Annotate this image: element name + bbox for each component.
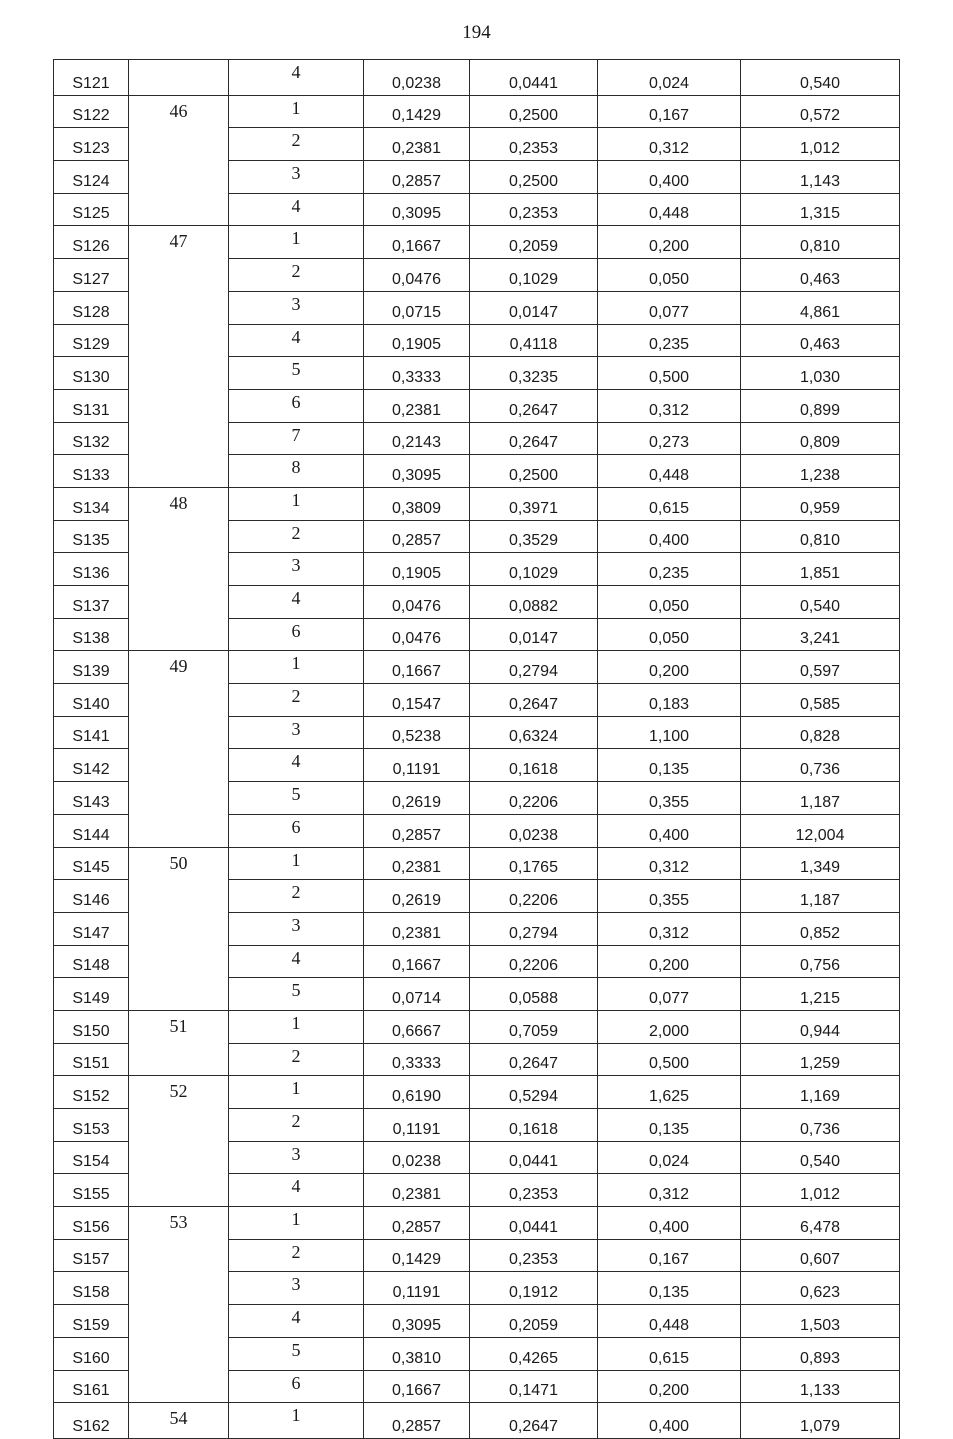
value-cell-3: 0,355	[598, 880, 741, 913]
value-cell-1: 0,0714	[364, 978, 470, 1011]
sample-code-cell: S155	[54, 1174, 129, 1207]
sample-code-cell: S154	[54, 1141, 129, 1174]
value-cell-1: 0,2619	[364, 782, 470, 815]
value-cell-3: 0,167	[598, 1239, 741, 1272]
sub-index-cell: 5	[229, 357, 364, 390]
sample-code-cell: S146	[54, 880, 129, 913]
sample-code-cell: S134	[54, 487, 129, 520]
sample-code-cell: S162	[54, 1403, 129, 1439]
sample-code-cell: S148	[54, 945, 129, 978]
value-cell-2: 0,2647	[470, 389, 598, 422]
table-row	[54, 1010, 900, 1043]
value-cell-2: 0,1029	[470, 553, 598, 586]
value-cell-2: 0,2353	[470, 1239, 598, 1272]
value-cell-2: 0,0441	[470, 1207, 598, 1240]
value-cell-4: 0,736	[741, 1109, 900, 1142]
value-cell-2: 0,4265	[470, 1337, 598, 1370]
group-number-cell: 54	[129, 1403, 229, 1439]
sub-index-cell: 4	[229, 945, 364, 978]
data-table	[53, 59, 900, 1439]
value-cell-4: 1,012	[741, 1174, 900, 1207]
sample-code-cell: S122	[54, 95, 129, 128]
value-cell-2: 0,0147	[470, 291, 598, 324]
value-cell-3: 0,235	[598, 324, 741, 357]
sample-code-cell: S130	[54, 357, 129, 390]
sample-code-cell: S149	[54, 978, 129, 1011]
value-cell-1: 0,1667	[364, 226, 470, 259]
sub-index-cell: 4	[229, 749, 364, 782]
value-cell-1: 0,1667	[364, 1370, 470, 1403]
value-cell-4: 0,810	[741, 226, 900, 259]
value-cell-4: 1,349	[741, 847, 900, 880]
value-cell-3: 0,050	[598, 618, 741, 651]
sub-index-cell: 1	[229, 651, 364, 684]
value-cell-2: 0,4118	[470, 324, 598, 357]
sample-code-cell: S142	[54, 749, 129, 782]
value-cell-2: 0,2500	[470, 161, 598, 194]
group-number-cell: 52	[129, 1076, 229, 1207]
value-cell-3: 0,448	[598, 193, 741, 226]
value-cell-3: 0,312	[598, 847, 741, 880]
sub-index-cell: 4	[229, 586, 364, 619]
value-cell-3: 0,355	[598, 782, 741, 815]
sub-index-cell: 1	[229, 847, 364, 880]
sub-index-cell: 1	[229, 226, 364, 259]
value-cell-3: 0,050	[598, 259, 741, 292]
value-cell-3: 0,400	[598, 1207, 741, 1240]
value-cell-2: 0,2794	[470, 651, 598, 684]
value-cell-3: 0,135	[598, 1272, 741, 1305]
sub-index-cell: 3	[229, 291, 364, 324]
table-row	[54, 487, 900, 520]
table-row	[54, 847, 900, 880]
value-cell-2: 0,2206	[470, 880, 598, 913]
value-cell-1: 0,2143	[364, 422, 470, 455]
sub-index-cell: 2	[229, 1239, 364, 1272]
value-cell-3: 1,625	[598, 1076, 741, 1109]
sub-index-cell: 4	[229, 1305, 364, 1338]
value-cell-4: 0,828	[741, 716, 900, 749]
sample-code-cell: S125	[54, 193, 129, 226]
table-row	[54, 1076, 900, 1109]
sub-index-cell: 5	[229, 782, 364, 815]
sample-code-cell: S141	[54, 716, 129, 749]
sub-index-cell: 2	[229, 880, 364, 913]
value-cell-2: 0,0238	[470, 814, 598, 847]
value-cell-2: 0,0588	[470, 978, 598, 1011]
sub-index-cell: 2	[229, 1043, 364, 1076]
value-cell-3: 0,200	[598, 226, 741, 259]
sub-index-cell: 3	[229, 1141, 364, 1174]
sample-code-cell: S138	[54, 618, 129, 651]
value-cell-3: 0,448	[598, 455, 741, 488]
value-cell-1: 0,1905	[364, 324, 470, 357]
value-cell-2: 0,2500	[470, 95, 598, 128]
value-cell-1: 0,2857	[364, 161, 470, 194]
value-cell-2: 0,1912	[470, 1272, 598, 1305]
sample-code-cell: S158	[54, 1272, 129, 1305]
value-cell-2: 0,2206	[470, 945, 598, 978]
sample-code-cell: S136	[54, 553, 129, 586]
value-cell-2: 0,0147	[470, 618, 598, 651]
value-cell-4: 1,143	[741, 161, 900, 194]
value-cell-3: 0,024	[598, 60, 741, 96]
sub-index-cell: 2	[229, 684, 364, 717]
value-cell-4: 0,736	[741, 749, 900, 782]
value-cell-2: 0,1029	[470, 259, 598, 292]
value-cell-4: 0,597	[741, 651, 900, 684]
value-cell-1: 0,0238	[364, 60, 470, 96]
sub-index-cell: 2	[229, 520, 364, 553]
value-cell-4: 0,756	[741, 945, 900, 978]
value-cell-4: 0,959	[741, 487, 900, 520]
value-cell-3: 0,135	[598, 749, 741, 782]
value-cell-1: 0,0476	[364, 586, 470, 619]
value-cell-4: 0,852	[741, 912, 900, 945]
sample-code-cell: S140	[54, 684, 129, 717]
value-cell-1: 0,3095	[364, 193, 470, 226]
value-cell-1: 0,6667	[364, 1010, 470, 1043]
value-cell-4: 1,215	[741, 978, 900, 1011]
value-cell-4: 0,540	[741, 1141, 900, 1174]
sub-index-cell: 2	[229, 259, 364, 292]
group-number-cell: 46	[129, 95, 229, 226]
sub-index-cell: 3	[229, 553, 364, 586]
value-cell-4: 4,861	[741, 291, 900, 324]
sub-index-cell: 4	[229, 1174, 364, 1207]
sample-code-cell: S129	[54, 324, 129, 357]
value-cell-3: 0,615	[598, 487, 741, 520]
value-cell-2: 0,2794	[470, 912, 598, 945]
group-number-cell: 47	[129, 226, 229, 488]
value-cell-3: 0,183	[598, 684, 741, 717]
sample-code-cell: S161	[54, 1370, 129, 1403]
group-number-cell: 53	[129, 1207, 229, 1403]
value-cell-3: 1,100	[598, 716, 741, 749]
value-cell-1: 0,2381	[364, 912, 470, 945]
sample-code-cell: S160	[54, 1337, 129, 1370]
value-cell-1: 0,2857	[364, 520, 470, 553]
value-cell-2: 0,7059	[470, 1010, 598, 1043]
value-cell-4: 1,012	[741, 128, 900, 161]
value-cell-1: 0,0715	[364, 291, 470, 324]
value-cell-1: 0,1429	[364, 95, 470, 128]
value-cell-1: 0,0238	[364, 1141, 470, 1174]
value-cell-3: 0,400	[598, 520, 741, 553]
group-number-cell: 49	[129, 651, 229, 847]
value-cell-2: 0,2353	[470, 128, 598, 161]
value-cell-2: 0,2500	[470, 455, 598, 488]
value-cell-1: 0,0476	[364, 259, 470, 292]
value-cell-2: 0,2353	[470, 193, 598, 226]
sub-index-cell: 8	[229, 455, 364, 488]
value-cell-1: 0,2857	[364, 1403, 470, 1439]
value-cell-4: 0,463	[741, 259, 900, 292]
value-cell-4: 0,893	[741, 1337, 900, 1370]
value-cell-4: 12,004	[741, 814, 900, 847]
value-cell-1: 0,6190	[364, 1076, 470, 1109]
sub-index-cell: 3	[229, 161, 364, 194]
value-cell-3: 0,400	[598, 814, 741, 847]
value-cell-1: 0,3095	[364, 455, 470, 488]
value-cell-3: 0,312	[598, 1174, 741, 1207]
value-cell-4: 6,478	[741, 1207, 900, 1240]
sub-index-cell: 2	[229, 128, 364, 161]
table-row	[54, 651, 900, 684]
value-cell-2: 0,3235	[470, 357, 598, 390]
value-cell-3: 0,400	[598, 1403, 741, 1439]
sample-code-cell: S131	[54, 389, 129, 422]
value-cell-3: 0,200	[598, 651, 741, 684]
value-cell-4: 1,030	[741, 357, 900, 390]
value-cell-3: 0,200	[598, 1370, 741, 1403]
value-cell-2: 0,2353	[470, 1174, 598, 1207]
value-cell-1: 0,3810	[364, 1337, 470, 1370]
sub-index-cell: 5	[229, 1337, 364, 1370]
value-cell-3: 0,448	[598, 1305, 741, 1338]
value-cell-4: 0,572	[741, 95, 900, 128]
table-row	[54, 1207, 900, 1240]
value-cell-3: 0,312	[598, 128, 741, 161]
sub-index-cell: 6	[229, 1370, 364, 1403]
value-cell-3: 0,077	[598, 291, 741, 324]
group-number-cell: 51	[129, 1010, 229, 1075]
value-cell-2: 0,6324	[470, 716, 598, 749]
value-cell-3: 0,235	[598, 553, 741, 586]
sub-index-cell: 5	[229, 978, 364, 1011]
value-cell-3: 0,615	[598, 1337, 741, 1370]
sub-index-cell: 1	[229, 1403, 364, 1439]
sub-index-cell: 3	[229, 912, 364, 945]
value-cell-1: 0,1547	[364, 684, 470, 717]
sub-index-cell: 6	[229, 389, 364, 422]
value-cell-3: 0,077	[598, 978, 741, 1011]
sample-code-cell: S124	[54, 161, 129, 194]
sample-code-cell: S143	[54, 782, 129, 815]
sample-code-cell: S121	[54, 60, 129, 96]
value-cell-2: 0,0882	[470, 586, 598, 619]
sample-code-cell: S152	[54, 1076, 129, 1109]
value-cell-4: 0,540	[741, 60, 900, 96]
value-cell-2: 0,0441	[470, 60, 598, 96]
value-cell-2: 0,2059	[470, 226, 598, 259]
value-cell-1: 0,2857	[364, 1207, 470, 1240]
table-row	[54, 1403, 900, 1439]
sub-index-cell: 2	[229, 1109, 364, 1142]
sample-code-cell: S133	[54, 455, 129, 488]
value-cell-1: 0,2381	[364, 389, 470, 422]
value-cell-3: 0,312	[598, 389, 741, 422]
value-cell-4: 0,623	[741, 1272, 900, 1305]
value-cell-3: 2,000	[598, 1010, 741, 1043]
value-cell-1: 0,3333	[364, 357, 470, 390]
value-cell-4: 0,899	[741, 389, 900, 422]
value-cell-1: 0,2381	[364, 847, 470, 880]
value-cell-2: 0,3529	[470, 520, 598, 553]
value-cell-2: 0,5294	[470, 1076, 598, 1109]
sample-code-cell: S128	[54, 291, 129, 324]
sub-index-cell: 3	[229, 716, 364, 749]
value-cell-1: 0,1191	[364, 1272, 470, 1305]
value-cell-4: 1,187	[741, 782, 900, 815]
value-cell-1: 0,5238	[364, 716, 470, 749]
sample-code-cell: S150	[54, 1010, 129, 1043]
value-cell-2: 0,2647	[470, 684, 598, 717]
value-cell-1: 0,1191	[364, 749, 470, 782]
sample-code-cell: S153	[54, 1109, 129, 1142]
value-cell-1: 0,2857	[364, 814, 470, 847]
sub-index-cell: 1	[229, 1207, 364, 1240]
value-cell-3: 0,500	[598, 1043, 741, 1076]
value-cell-2: 0,1618	[470, 1109, 598, 1142]
value-cell-3: 0,200	[598, 945, 741, 978]
value-cell-3: 0,135	[598, 1109, 741, 1142]
value-cell-4: 0,540	[741, 586, 900, 619]
value-cell-4: 0,463	[741, 324, 900, 357]
value-cell-1: 0,1667	[364, 945, 470, 978]
group-number-cell: 50	[129, 847, 229, 1010]
value-cell-1: 0,3333	[364, 1043, 470, 1076]
sub-index-cell: 1	[229, 487, 364, 520]
value-cell-2: 0,2647	[470, 1043, 598, 1076]
sample-code-cell: S145	[54, 847, 129, 880]
value-cell-2: 0,1471	[470, 1370, 598, 1403]
value-cell-4: 0,944	[741, 1010, 900, 1043]
value-cell-2: 0,0441	[470, 1141, 598, 1174]
value-cell-1: 0,1191	[364, 1109, 470, 1142]
value-cell-2: 0,2059	[470, 1305, 598, 1338]
value-cell-2: 0,1765	[470, 847, 598, 880]
table-row	[54, 60, 900, 96]
value-cell-4: 0,810	[741, 520, 900, 553]
value-cell-1: 0,1429	[364, 1239, 470, 1272]
value-cell-1: 0,1667	[364, 651, 470, 684]
value-cell-2: 0,2647	[470, 1403, 598, 1439]
group-number-cell: 48	[129, 487, 229, 650]
value-cell-3: 0,500	[598, 357, 741, 390]
value-cell-4: 0,585	[741, 684, 900, 717]
value-cell-2: 0,2647	[470, 422, 598, 455]
value-cell-4: 1,259	[741, 1043, 900, 1076]
value-cell-4: 1,133	[741, 1370, 900, 1403]
sample-code-cell: S127	[54, 259, 129, 292]
value-cell-4: 1,238	[741, 455, 900, 488]
table-row	[54, 226, 900, 259]
value-cell-4: 1,187	[741, 880, 900, 913]
value-cell-4: 1,169	[741, 1076, 900, 1109]
value-cell-1: 0,1905	[364, 553, 470, 586]
value-cell-3: 0,400	[598, 161, 741, 194]
sample-code-cell: S135	[54, 520, 129, 553]
group-number-cell	[129, 60, 229, 96]
sample-code-cell: S132	[54, 422, 129, 455]
value-cell-1: 0,2381	[364, 1174, 470, 1207]
sample-code-cell: S139	[54, 651, 129, 684]
sub-index-cell: 6	[229, 814, 364, 847]
value-cell-4: 0,607	[741, 1239, 900, 1272]
value-cell-3: 0,050	[598, 586, 741, 619]
value-cell-1: 0,3095	[364, 1305, 470, 1338]
sub-index-cell: 3	[229, 1272, 364, 1305]
table-row	[54, 95, 900, 128]
sample-code-cell: S123	[54, 128, 129, 161]
sample-code-cell: S137	[54, 586, 129, 619]
value-cell-2: 0,1618	[470, 749, 598, 782]
sub-index-cell: 1	[229, 1076, 364, 1109]
sub-index-cell: 1	[229, 1010, 364, 1043]
sub-index-cell: 4	[229, 193, 364, 226]
value-cell-4: 1,851	[741, 553, 900, 586]
value-cell-1: 0,2619	[364, 880, 470, 913]
sample-code-cell: S156	[54, 1207, 129, 1240]
sub-index-cell: 1	[229, 95, 364, 128]
sample-code-cell: S144	[54, 814, 129, 847]
sample-code-cell: S157	[54, 1239, 129, 1272]
sample-code-cell: S151	[54, 1043, 129, 1076]
value-cell-4: 0,809	[741, 422, 900, 455]
value-cell-4: 1,079	[741, 1403, 900, 1439]
sample-code-cell: S126	[54, 226, 129, 259]
sample-code-cell: S147	[54, 912, 129, 945]
value-cell-1: 0,2381	[364, 128, 470, 161]
table-body	[54, 60, 900, 1439]
sample-code-cell: S159	[54, 1305, 129, 1338]
value-cell-2: 0,3971	[470, 487, 598, 520]
value-cell-1: 0,0476	[364, 618, 470, 651]
sub-index-cell: 4	[229, 60, 364, 96]
value-cell-1: 0,3809	[364, 487, 470, 520]
value-cell-4: 3,241	[741, 618, 900, 651]
value-cell-4: 1,315	[741, 193, 900, 226]
value-cell-2: 0,2206	[470, 782, 598, 815]
value-cell-4: 1,503	[741, 1305, 900, 1338]
value-cell-3: 0,273	[598, 422, 741, 455]
sub-index-cell: 4	[229, 324, 364, 357]
value-cell-3: 0,312	[598, 912, 741, 945]
sub-index-cell: 6	[229, 618, 364, 651]
sub-index-cell: 7	[229, 422, 364, 455]
value-cell-3: 0,167	[598, 95, 741, 128]
value-cell-3: 0,024	[598, 1141, 741, 1174]
page-number: 194	[462, 22, 491, 43]
